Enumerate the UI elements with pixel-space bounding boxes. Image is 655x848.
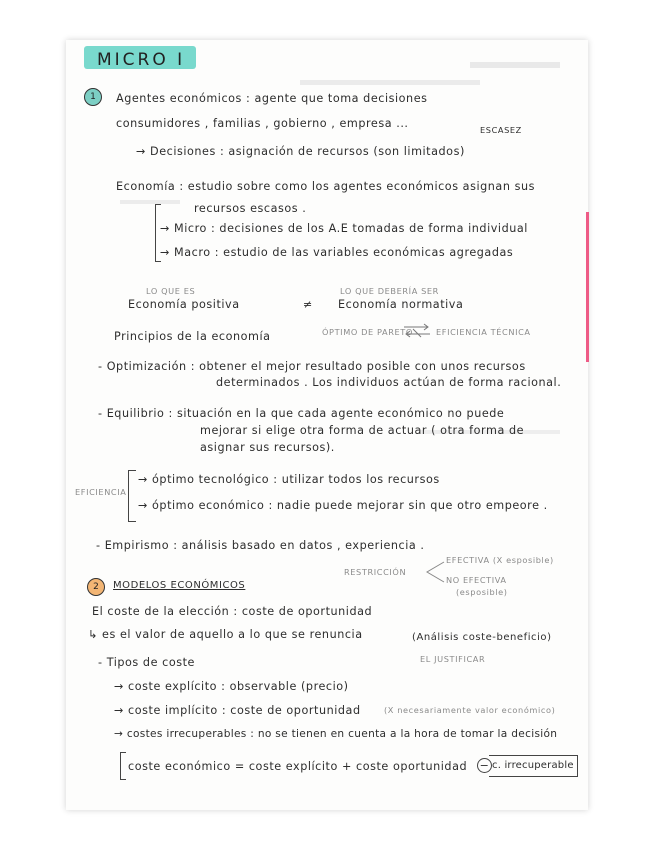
note-line: → Macro : estudio de las variables económicas agregadas [160, 246, 514, 259]
branch-lines [424, 559, 446, 585]
formula-line: c. irrecuperable [492, 760, 574, 771]
note-line: → coste explícito : observable (precio) [114, 680, 349, 693]
note-line: determinados . Los individuos actúan de forma racional. [216, 376, 562, 389]
note-line: - Equilibrio : situación en la que cada agente económico no puede [98, 407, 505, 420]
note-line: Economía normativa [338, 298, 464, 311]
bleed-through-mark [470, 62, 560, 68]
note-annotation: (esposible) [456, 587, 508, 597]
note-annotation: ESCASEZ [480, 125, 522, 135]
note-line: asignar sus recursos). [200, 441, 335, 454]
note-line: ↳ es el valor de aquello a lo que se renuncia [88, 628, 363, 641]
note-line: El coste de la elección : coste de oportunidad [92, 605, 373, 618]
efficiency-bracket [128, 470, 136, 522]
note-line: recursos escasos . [194, 202, 307, 215]
bleed-through-mark [300, 80, 480, 85]
note-line: → costes irrecuperables : no se tienen en cuenta a la hora de tomar la decisión [114, 728, 558, 740]
note-line: - Empirismo : análisis basado en datos , experiencia . [96, 539, 425, 552]
note-line: → Decisiones : asignación de recursos (son limitados) [136, 145, 465, 158]
note-line: Principios de la economía [114, 330, 271, 343]
note-line: → óptimo económico : nadie puede mejorar sin que otro empeore . [138, 499, 548, 512]
note-line: → Micro : decisiones de los A.E tomadas de forma individual [160, 222, 528, 235]
note-line: → óptimo tecnológico : utilizar todos los recursos [138, 473, 440, 486]
note-annotation: RESTRICCIÓN [344, 567, 407, 577]
note-annotation: (Análisis coste-beneficio) [412, 632, 552, 643]
note-line: Economía : estudio sobre como los agentes económicos asignan sus [116, 180, 535, 193]
bleed-through-mark [120, 200, 180, 204]
formula-line: coste económico = coste explícito + coste oportunidad [128, 760, 468, 773]
note-line: consumidores , familias , gobierno , empresa ... [116, 117, 409, 130]
formula-box-edge [489, 755, 578, 777]
note-line: - Tipos de coste [98, 656, 195, 669]
note-annotation: ÓPTIMO DE PARETO [322, 327, 413, 337]
note-annotation: EFICIENCIA [75, 487, 127, 497]
note-line: mejorar si elige otra forma de actuar ( otra forma de [200, 424, 525, 437]
double-arrow-icon [402, 322, 432, 338]
page-edge-tab [586, 212, 589, 362]
formula-minus-sign: − [477, 758, 492, 773]
note-line: Economía positiva [128, 298, 240, 311]
neq-sign: ≠ [303, 298, 313, 311]
note-annotation: EFICIENCIA TÉCNICA [436, 327, 531, 337]
note-line: → coste implícito : coste de oportunidad [114, 704, 361, 717]
note-line: Agentes económicos : agente que toma decisiones [116, 92, 428, 105]
section-1-number: 1 [84, 88, 102, 106]
note-line: - Optimización : obtener el mejor resultado posible con unos recursos [98, 360, 526, 373]
note-annotation: EL JUSTIFICAR [420, 654, 486, 664]
section-2-heading: MODELOS ECONÓMICOS [113, 580, 246, 591]
note-annotation: EFECTIVA (X esposible) [446, 555, 554, 565]
note-annotation: (X necesariamente valor económico) [384, 705, 556, 715]
section-2-number: 2 [87, 578, 105, 596]
note-annotation: LO QUE DEBERÍA SER [340, 286, 439, 296]
note-annotation: LO QUE ES [146, 286, 196, 296]
formula-bracket [120, 752, 126, 780]
page-title: MICRO I [97, 50, 186, 70]
note-annotation: NO EFECTIVA [446, 575, 507, 585]
